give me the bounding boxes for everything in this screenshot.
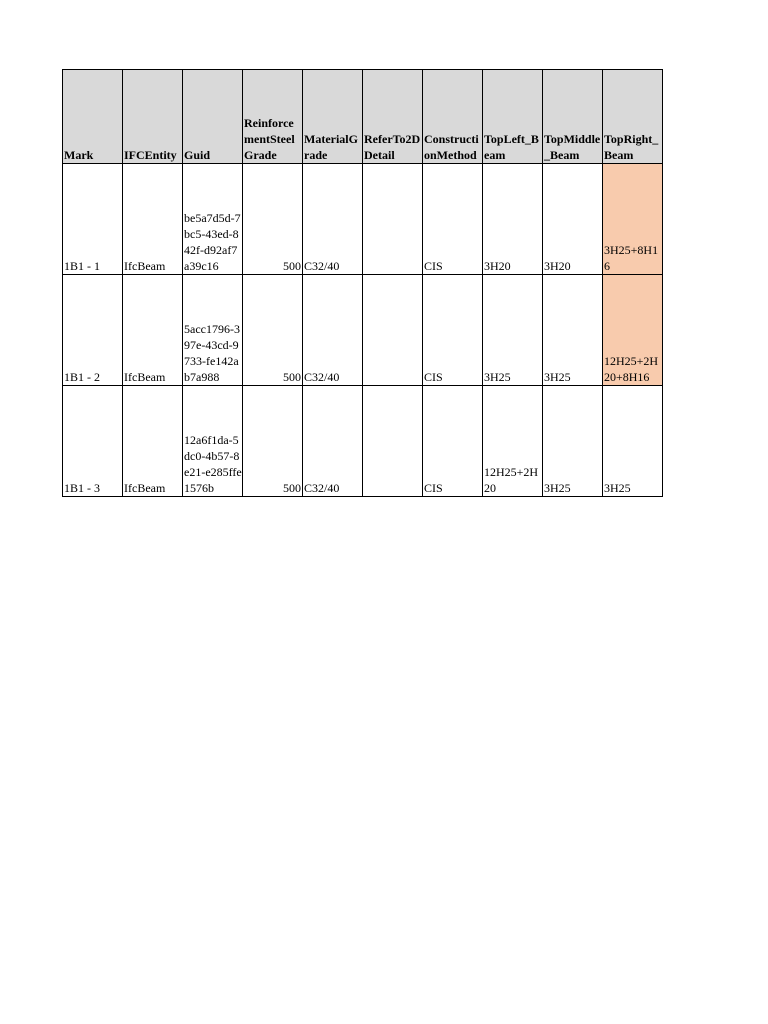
cell-mark: 1B1 - 2 bbox=[63, 275, 123, 386]
column-header-refer-2d-detail: ReferTo2DDetail bbox=[363, 70, 423, 164]
column-header-top-right-beam: TopRight_Beam bbox=[603, 70, 663, 164]
cell-refer-2d-detail bbox=[363, 164, 423, 275]
beam-schedule-table bbox=[62, 69, 663, 497]
cell-material-grade: C32/40 bbox=[303, 275, 363, 386]
cell-top-right-beam: 12H25+2H20+8H16 bbox=[603, 275, 663, 386]
column-header-mark: Mark bbox=[63, 70, 123, 164]
cell-steel-grade: 500 bbox=[243, 275, 303, 386]
cell-refer-2d-detail bbox=[363, 386, 423, 497]
cell-top-right-beam: 3H25+8H16 bbox=[603, 164, 663, 275]
cell-construction-method: CIS bbox=[423, 275, 483, 386]
table-row bbox=[63, 275, 663, 386]
cell-top-middle-beam: 3H25 bbox=[543, 275, 603, 386]
column-header-steel-grade: ReinforcementSteelGrade bbox=[243, 70, 303, 164]
column-header-material-grade: MaterialGrade bbox=[303, 70, 363, 164]
cell-top-left-beam: 3H25 bbox=[483, 275, 543, 386]
column-header-top-middle-beam: TopMiddle_Beam bbox=[543, 70, 603, 164]
cell-guid: 12a6f1da-5dc0-4b57-8e21-e285ffe1576b bbox=[183, 386, 243, 497]
table-row bbox=[63, 164, 663, 275]
cell-mark: 1B1 - 3 bbox=[63, 386, 123, 497]
cell-steel-grade: 500 bbox=[243, 386, 303, 497]
cell-ifc-entity: IfcBeam bbox=[123, 275, 183, 386]
cell-construction-method: CIS bbox=[423, 164, 483, 275]
cell-material-grade: C32/40 bbox=[303, 164, 363, 275]
cell-mark: 1B1 - 1 bbox=[63, 164, 123, 275]
column-header-guid: Guid bbox=[183, 70, 243, 164]
column-header-ifc-entity: IFCEntity bbox=[123, 70, 183, 164]
header-row bbox=[63, 70, 663, 164]
cell-guid: be5a7d5d-7bc5-43ed-842f-d92af7a39c16 bbox=[183, 164, 243, 275]
cell-construction-method: CIS bbox=[423, 386, 483, 497]
cell-ifc-entity: IfcBeam bbox=[123, 386, 183, 497]
cell-guid: 5acc1796-397e-43cd-9733-fe142ab7a988 bbox=[183, 275, 243, 386]
cell-refer-2d-detail bbox=[363, 275, 423, 386]
cell-top-middle-beam: 3H25 bbox=[543, 386, 603, 497]
cell-top-left-beam: 12H25+2H20 bbox=[483, 386, 543, 497]
table-row bbox=[63, 386, 663, 497]
cell-top-middle-beam: 3H20 bbox=[543, 164, 603, 275]
column-header-construction-method: ConstructionMethod bbox=[423, 70, 483, 164]
column-header-top-left-beam: TopLeft_Beam bbox=[483, 70, 543, 164]
cell-material-grade: C32/40 bbox=[303, 386, 363, 497]
cell-top-left-beam: 3H20 bbox=[483, 164, 543, 275]
cell-ifc-entity: IfcBeam bbox=[123, 164, 183, 275]
cell-steel-grade: 500 bbox=[243, 164, 303, 275]
cell-top-right-beam: 3H25 bbox=[603, 386, 663, 497]
